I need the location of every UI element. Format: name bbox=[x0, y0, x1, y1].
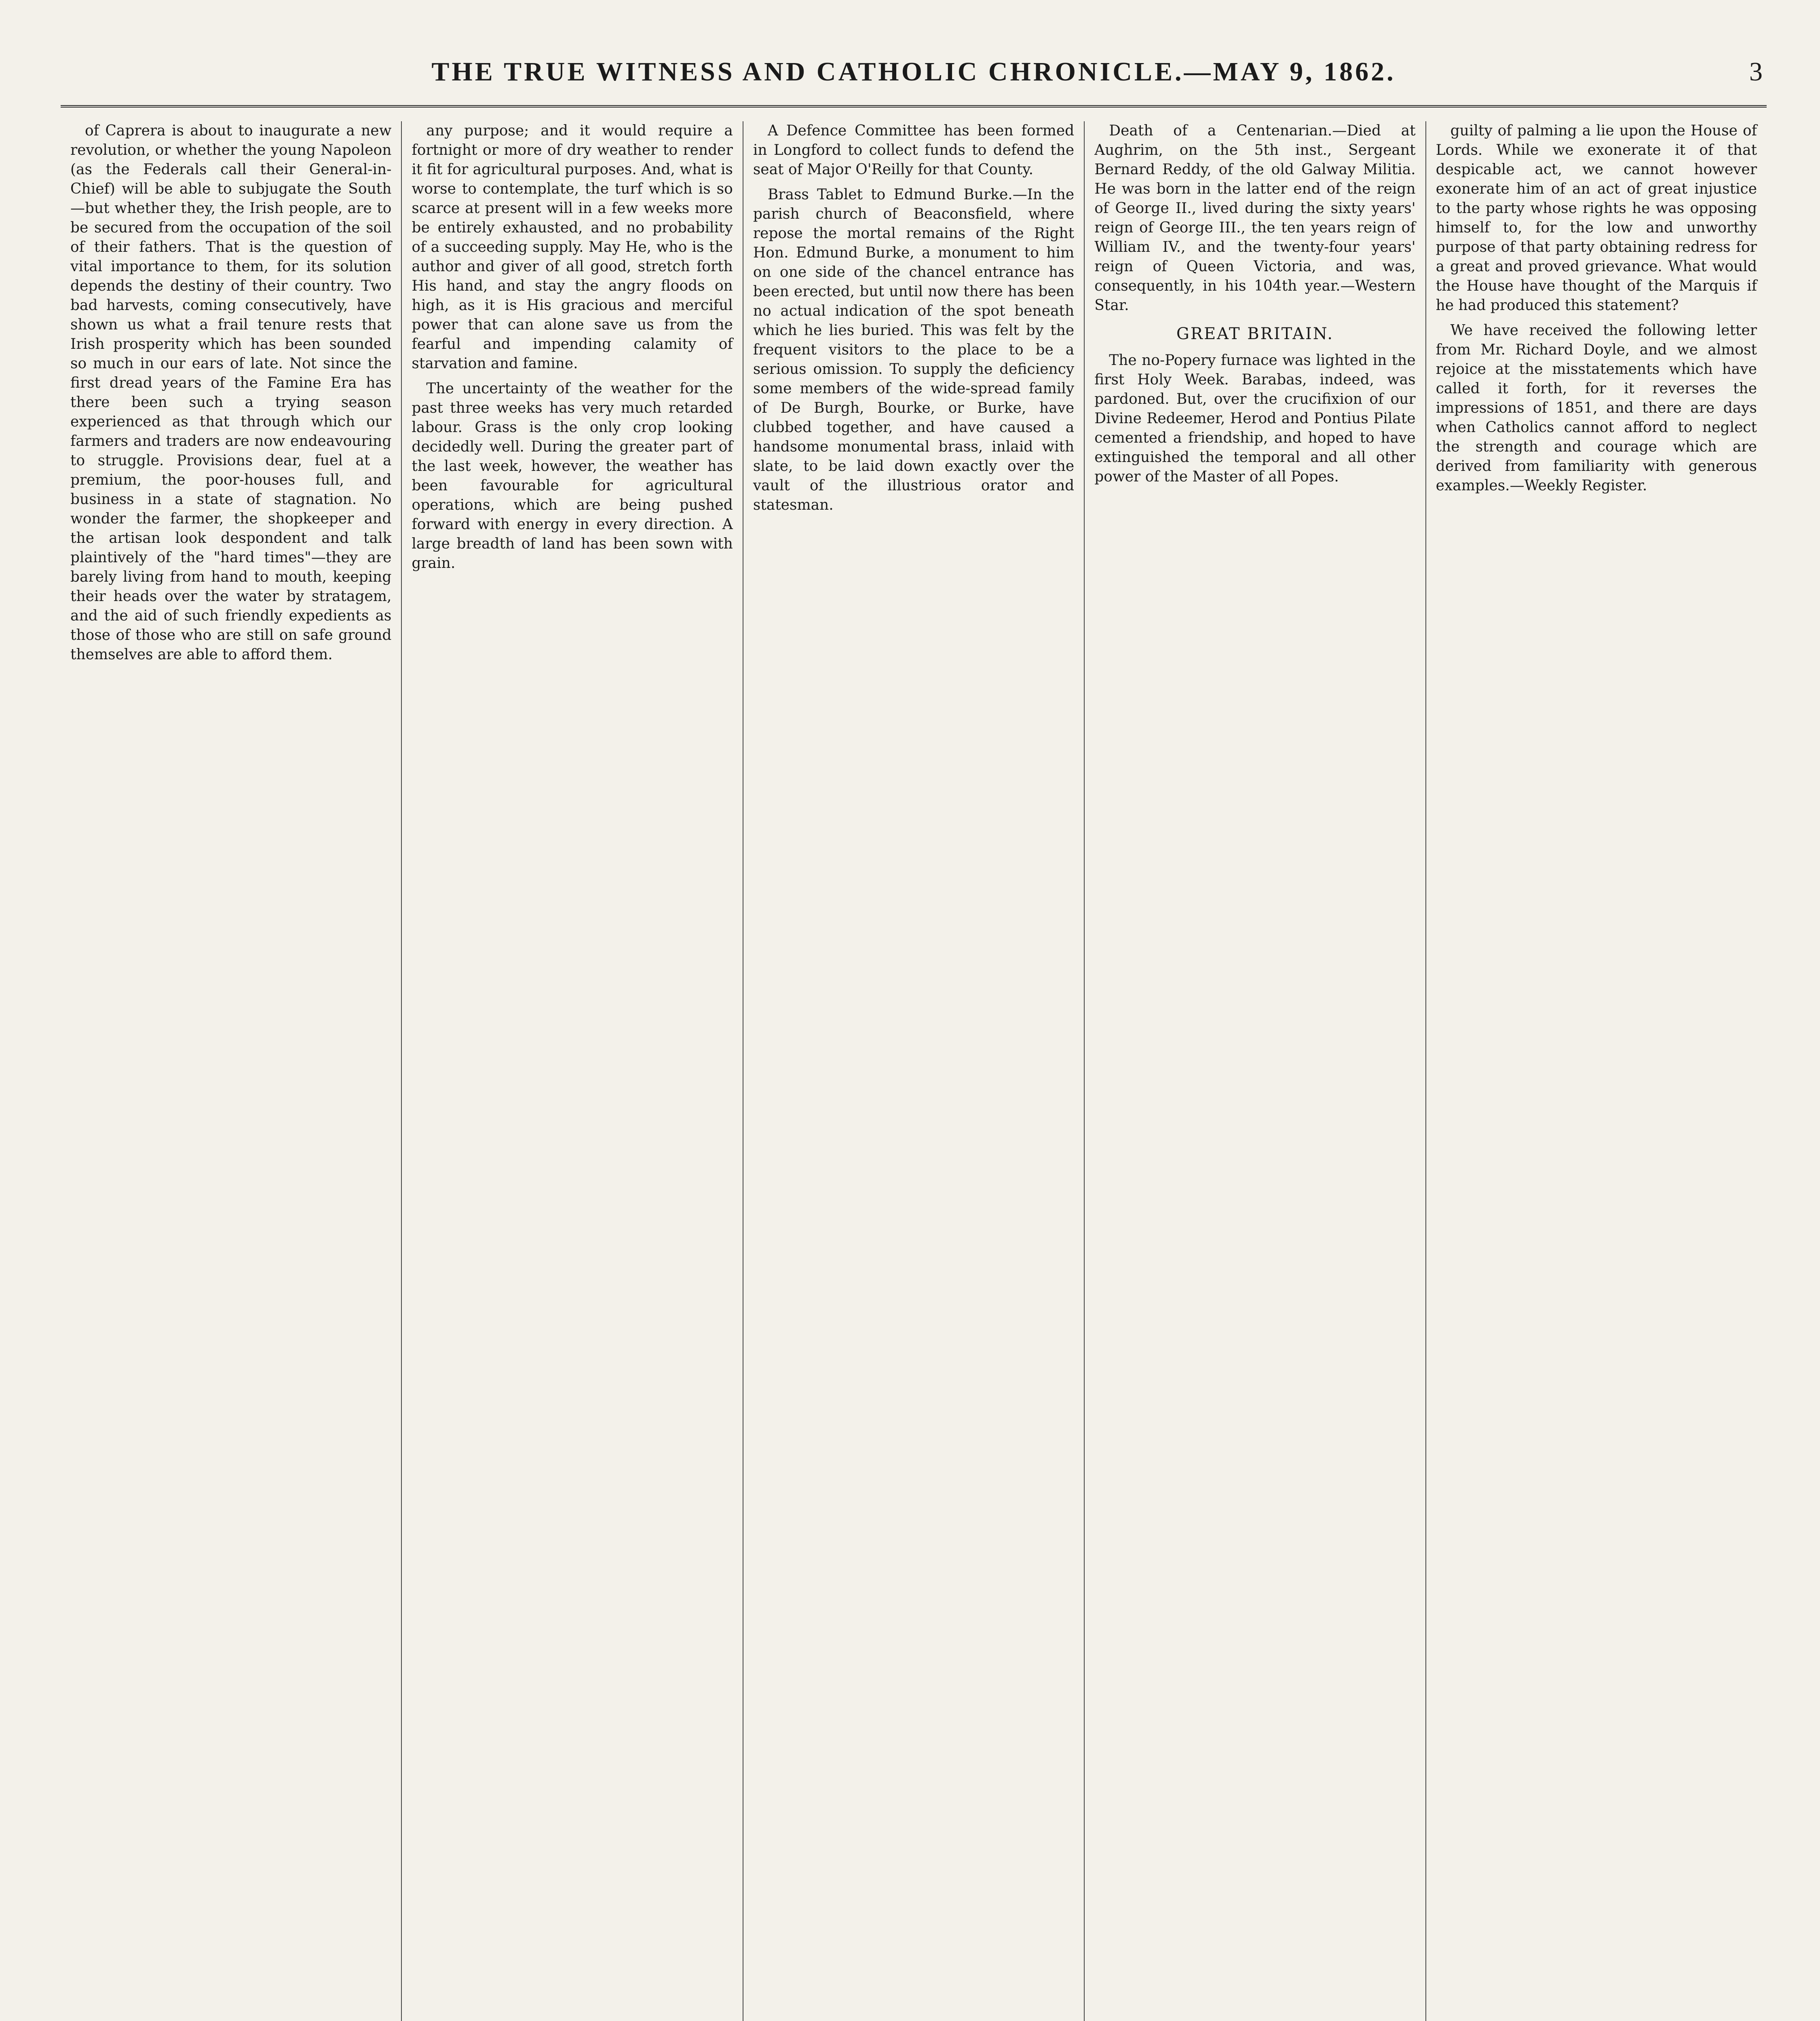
article-paragraph: any purpose; and it would require a fortnight or more of dry weather to render it fit for agricultural purposes. And, what is worse to contemplate, the turf which is so scarce at present will in a few weeks more be entirely exhausted, and no probability of a succeeding supply. May He, who is the author and giver of all good, stretch forth His hand, and stay the angry floods on high, as it is His gracious and merciful power that can alone save us from the fearful and impending calamity of starvation and famine. bbox=[412, 122, 733, 372]
newspaper-title: THE TRUE WITNESS AND CATHOLIC CHRONICLE.—MAY 9, 1862. bbox=[431, 57, 1396, 86]
column-2 bbox=[401, 121, 742, 2021]
article-paragraph: Death of a Centenarian.—Died at Aughrim, on the 5th inst., Sergeant Bernard Reddy, of the old Galway Militia. He was born in the latter end of the reign of George II., lived during the sixty years' reign of George III., the ten years reign of William IV., and the twenty-four years' reign of Queen Victoria, and was, consequently, in his 104th year.—Western Star. bbox=[1094, 122, 1416, 314]
column-4 bbox=[1084, 121, 1425, 2021]
column-5 bbox=[1425, 121, 1767, 2021]
newspaper-page bbox=[61, 44, 1767, 2021]
article-paragraph: We have received the following letter from Mr. Richard Doyle, and we almost rejoice at the misstatements which have called it forth, for it reverses the impressions of 1851, and there are days when Catholics cannot afford to neglect the strength and courage which are derived from familiarity with generous examples.—Weekly Register. bbox=[1436, 322, 1757, 494]
article-paragraph: of Caprera is about to inaugurate a new revolution, or whether the young Napoleon (as the Federals call their General-in-Chief) will be able to subjugate the South—but whether they, the Irish people, are to be secured from the occupation of the soil of their fathers. That is the question of vital importance to them, for its solution depends the destiny of their country. Two bad harvests, coming consecutively, have shown us what a frail tenure rests that Irish prosperity which has been sounded so much in our ears of late. Not since the first dread years of the Famine Era has there been such a trying season experienced as that through which our farmers and traders are now endeavouring to struggle. Provisions dear, fuel at a premium, the poor-houses full, and business in a state of stagnation. No wonder the farmer, the shopkeeper and the artisan look despondent and talk plaintively of the "hard times"—they are barely living from hand to mouth, keeping their heads over the water by stratagem, and the aid of such friendly expedients as those of those who are still on safe ground themselves are able to afford them. bbox=[70, 122, 392, 663]
article-paragraph: The no-Popery furnace was lighted in the first Holy Week. Barabas, indeed, was pardoned. But, over the crucifixion of our Divine Redeemer, Herod and Pontius Pilate cemented a friendship, and hoped to have extinguished the temporal and all other power of the Master of all Popes. bbox=[1094, 352, 1416, 485]
masthead bbox=[61, 44, 1767, 108]
column-1 bbox=[61, 121, 401, 2021]
article-columns bbox=[61, 121, 1767, 2021]
section-heading: GREAT BRITAIN. bbox=[1176, 325, 1334, 343]
column-3 bbox=[743, 121, 1084, 2021]
page-number: 3 bbox=[1749, 57, 1763, 86]
article-paragraph: Brass Tablet to Edmund Burke.—In the parish church of Beaconsfield, where repose the mortal remains of the Right Hon. Edmund Burke, a monument to him on one side of the chancel entrance has been erected, but until now there has been no actual indication of the spot beneath which he lies buried. This was felt by the frequent visitors to the place to be a serious omission. To supply the deficiency some members of the wide-spread family of De Burgh, Bourke, or Burke, have clubbed together, and have caused a handsome monumental brass, inlaid with slate, to be laid down exactly over the vault of the illustrious orator and statesman. bbox=[753, 186, 1075, 513]
article-paragraph: A Defence Committee has been formed in Longford to collect funds to defend the seat of Major O'Reilly for that County. bbox=[753, 122, 1075, 178]
article-paragraph: The uncertainty of the weather for the past three weeks has very much retarded labour. Grass is the only crop looking decidedly well. During the greater part of the last week, however, the weather has been favourable for agricultural operations, which are being pushed forward with energy in every direction. A large breadth of land has been sown with grain. bbox=[412, 380, 733, 572]
article-paragraph: guilty of palming a lie upon the House of Lords. While we exonerate it of that despicable act, we cannot however exonerate him of an act of great injustice to the party whose rights he was opposing himself to, for the low and unworthy purpose of that party obtaining redress for a great and proved grievance. What would the House have thought of the Marquis if he had produced this statement? bbox=[1436, 122, 1757, 314]
